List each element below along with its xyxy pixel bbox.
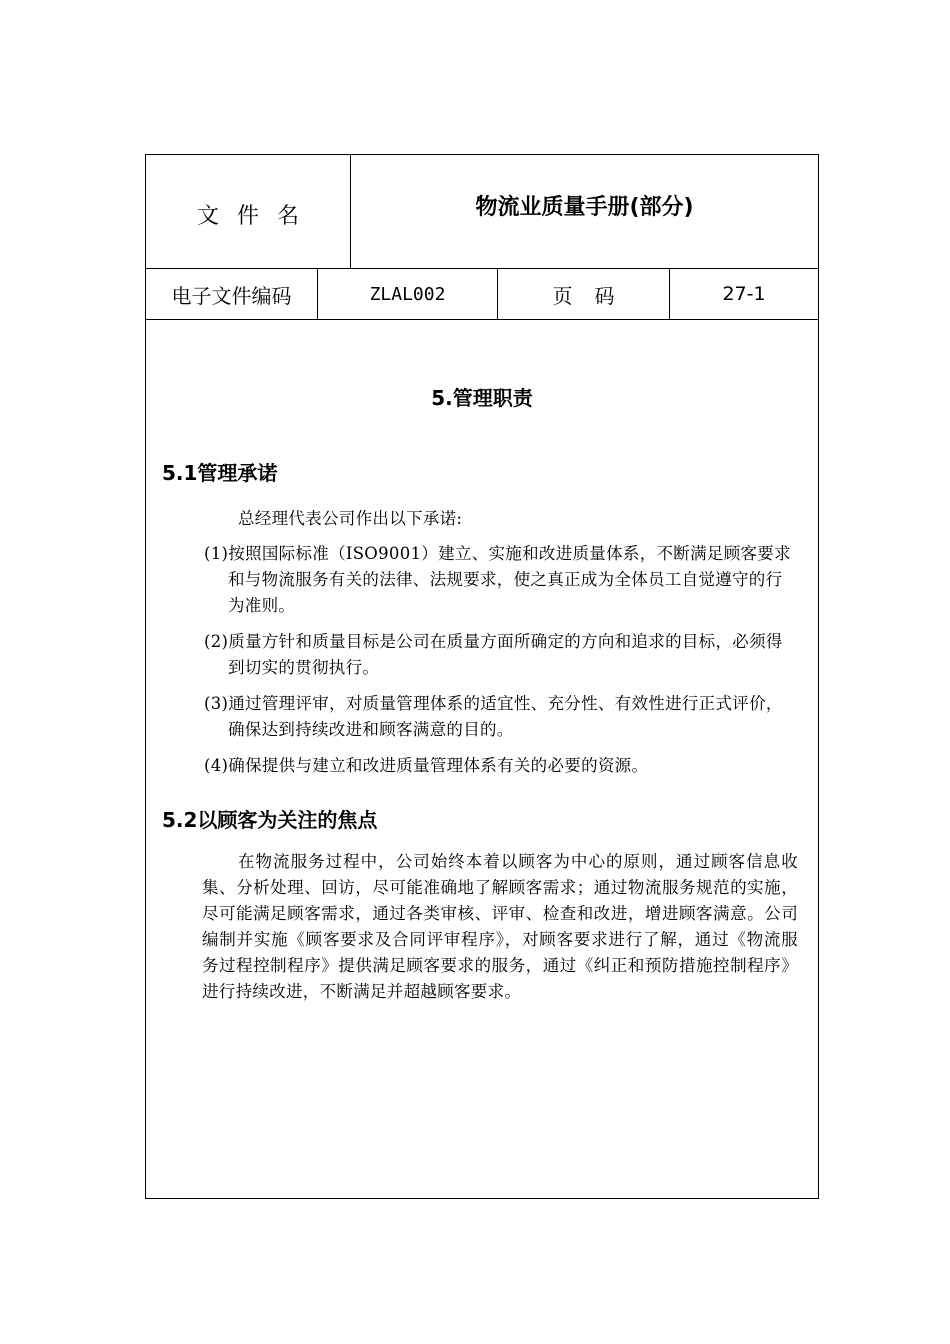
code-label: 电子文件编码 <box>171 283 292 308</box>
code-value-cell <box>318 269 498 319</box>
commitment-item-3 <box>204 691 794 743</box>
code-label-cell <box>146 269 318 319</box>
section-title: 5.管理职责 <box>431 386 533 410</box>
commitment-item-4 <box>204 753 794 779</box>
commitment-item-text: (2)质量方针和质量目标是公司在质量方面所确定的方向和追求的目标，必须得到切实的贯彻执行。 <box>204 632 783 677</box>
page-value-cell <box>670 269 818 319</box>
commitment-item-text: (1)按照国际标准（ISO9001）建立、实施和改进质量体系，不断满足顾客要求和与物流服务有关的法律、法规要求，使之真正成为全体员工自觉遵守的行为准则。 <box>204 544 791 615</box>
commitment-item-text: (3)通过管理评审，对质量管理体系的适宜性、充分性、有效性进行正式评价，确保达到持续改进和顾客满意的目的。 <box>204 694 783 739</box>
commitment-item-text: (4)确保提供与建立和改进质量管理体系有关的必要的资源。 <box>204 756 649 775</box>
code-value: ZLAL002 <box>369 283 446 305</box>
file-name-value-cell <box>351 155 818 268</box>
page-value: 27-1 <box>722 283 766 305</box>
header-row-code <box>146 269 818 320</box>
commitment-item-2 <box>204 629 794 681</box>
document-title: 物流业质量手册(部分) <box>475 195 694 220</box>
file-name-label-cell <box>146 155 351 268</box>
file-name-label: 文件名 <box>196 204 317 229</box>
page-label: 页码 <box>552 283 637 308</box>
subsection-heading-5-1: 5.1管理承诺 <box>162 461 278 485</box>
header-row-title <box>146 155 818 269</box>
commitment-item-1 <box>204 541 794 619</box>
subsection-heading-5-2: 5.2以顾客为关注的焦点 <box>162 808 378 832</box>
customer-focus-paragraph: 在物流服务过程中，公司始终本着以顾客为中心的原则，通过顾客信息收集、分析处理、回访，尽可能准确地了解顾客需求；通过物流服务规范的实施，尽可能满足顾客需求，通过各类审核、评审、检查和改进，增进顾客满意。公司编制并实施《顾客要求及合同评审程序》，对顾客要求进行了解，通过《物流服务过程控制程序》提供满足顾客要求的服务，通过《纠正和预防措施控制程序》进行持续改进，不断满足并超越顾客要求。 <box>202 852 798 1001</box>
commitment-intro: 总经理代表公司作出以下承诺: <box>238 509 463 528</box>
document-frame <box>145 154 819 1199</box>
page-label-cell <box>498 269 670 319</box>
